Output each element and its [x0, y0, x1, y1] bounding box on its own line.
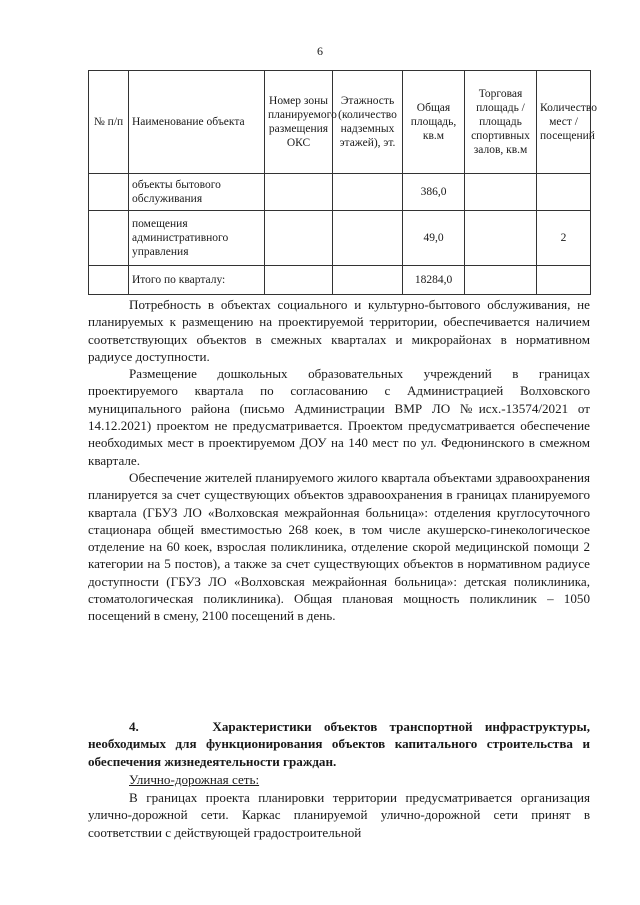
page-number: 6: [317, 44, 323, 58]
table-row: [89, 174, 591, 211]
cell-area: 386,0: [403, 174, 465, 211]
header-places: Количество мест /посещений: [537, 71, 591, 174]
paragraph: Размещение дошкольных образовательных учреждений в границах проектируемого квартала по согласованию с Администрацией Волховского муниципального района (письмо Администрации ВМР ЛО №исх.-13574/2021 от 14.12.2021) проектом не предусматривается. Проектом предусматривается обеспечение необходимых мест в проектируемом ДОУ на 140 мест по ул. Федюнинского в смежном квартале.: [88, 366, 590, 468]
header-floors: Этажность (количество надземных этажей), эт.: [333, 71, 403, 174]
table-row: [89, 211, 591, 266]
cell-floors: [333, 266, 403, 295]
cell-places: [537, 174, 591, 211]
cell-zone: [265, 174, 333, 211]
cell-name: Итого по кварталу:: [129, 266, 265, 295]
cell-num: [89, 211, 129, 266]
section-number: 4.: [129, 719, 139, 734]
table-header-row: [89, 71, 591, 174]
body-text: [88, 296, 590, 625]
cell-floors: [333, 174, 403, 211]
cell-zone: [265, 211, 333, 266]
cell-name: помещения административного управления: [129, 211, 265, 266]
cell-num: [89, 266, 129, 295]
header-trade: Торговая площадь /площадь спортивных залов, кв.м: [465, 71, 537, 174]
section-title: Характеристики объектов транспортной инфраструктуры, необходимых для функционирования объектов капитального строительства и обеспечения жизнедеятельности граждан.: [88, 719, 590, 769]
cell-area: 49,0: [403, 211, 465, 266]
subheading: Улично-дорожная сеть:: [129, 772, 260, 787]
cell-places: [537, 266, 591, 295]
paragraph: Обеспечение жителей планируемого жилого квартала объектами здравоохранения планируется за счет существующих объектов здравоохранения в границах планируемого квартала (ГБУЗ ЛО «Волховская межрайонная больница»: отделения круглосуточного стационара общей вместимостью 268 коек, в том числе акушерско-гинекологическое отделение на 60 коек, взрослая поликлиника, отделение скорой медицинской помощи 2 категории на 5 постов), а также за счет существующих объектов в нормативном радиусе доступности (ГБУЗ ЛО «Волховская межрайонная больница»: детская поликлиника, стоматологическая поликлиника). Общая плановая мощность поликлиник – 1050 посещений в смену, 2100 посещений в день.: [88, 469, 590, 624]
header-num: № п/п: [89, 71, 129, 174]
cell-trade: [465, 266, 537, 295]
cell-num: [89, 174, 129, 211]
cell-trade: [465, 174, 537, 211]
cell-area: 18284,0: [403, 266, 465, 295]
header-zone: Номер зоны планируемого размещения ОКС: [265, 71, 333, 174]
cell-trade: [465, 211, 537, 266]
header-area: Общая площадь, кв.м: [403, 71, 465, 174]
section-heading: [88, 718, 590, 770]
paragraph: В границах проекта планировки территории предусматривается организация улично-дорожной сети. Каркас планируемой улично-дорожной сети принят в соответствии с действующей градостроительной: [88, 790, 590, 840]
cell-floors: [333, 211, 403, 266]
final-text: [88, 789, 590, 841]
paragraph: Потребность в объектах социального и культурно-бытового обслуживания, не планируемых к размещению на проектируемой территории, обеспечивается наличием соответствующих объектов в смежных кварталах и микрорайонах в нормативном радиусе доступности.: [88, 297, 590, 364]
header-name: Наименование объекта: [129, 71, 265, 174]
objects-table: [88, 70, 597, 295]
cell-name: объекты бытового обслуживания: [129, 174, 265, 211]
table-row: [89, 266, 591, 295]
cell-zone: [265, 266, 333, 295]
cell-places: 2: [537, 211, 591, 266]
